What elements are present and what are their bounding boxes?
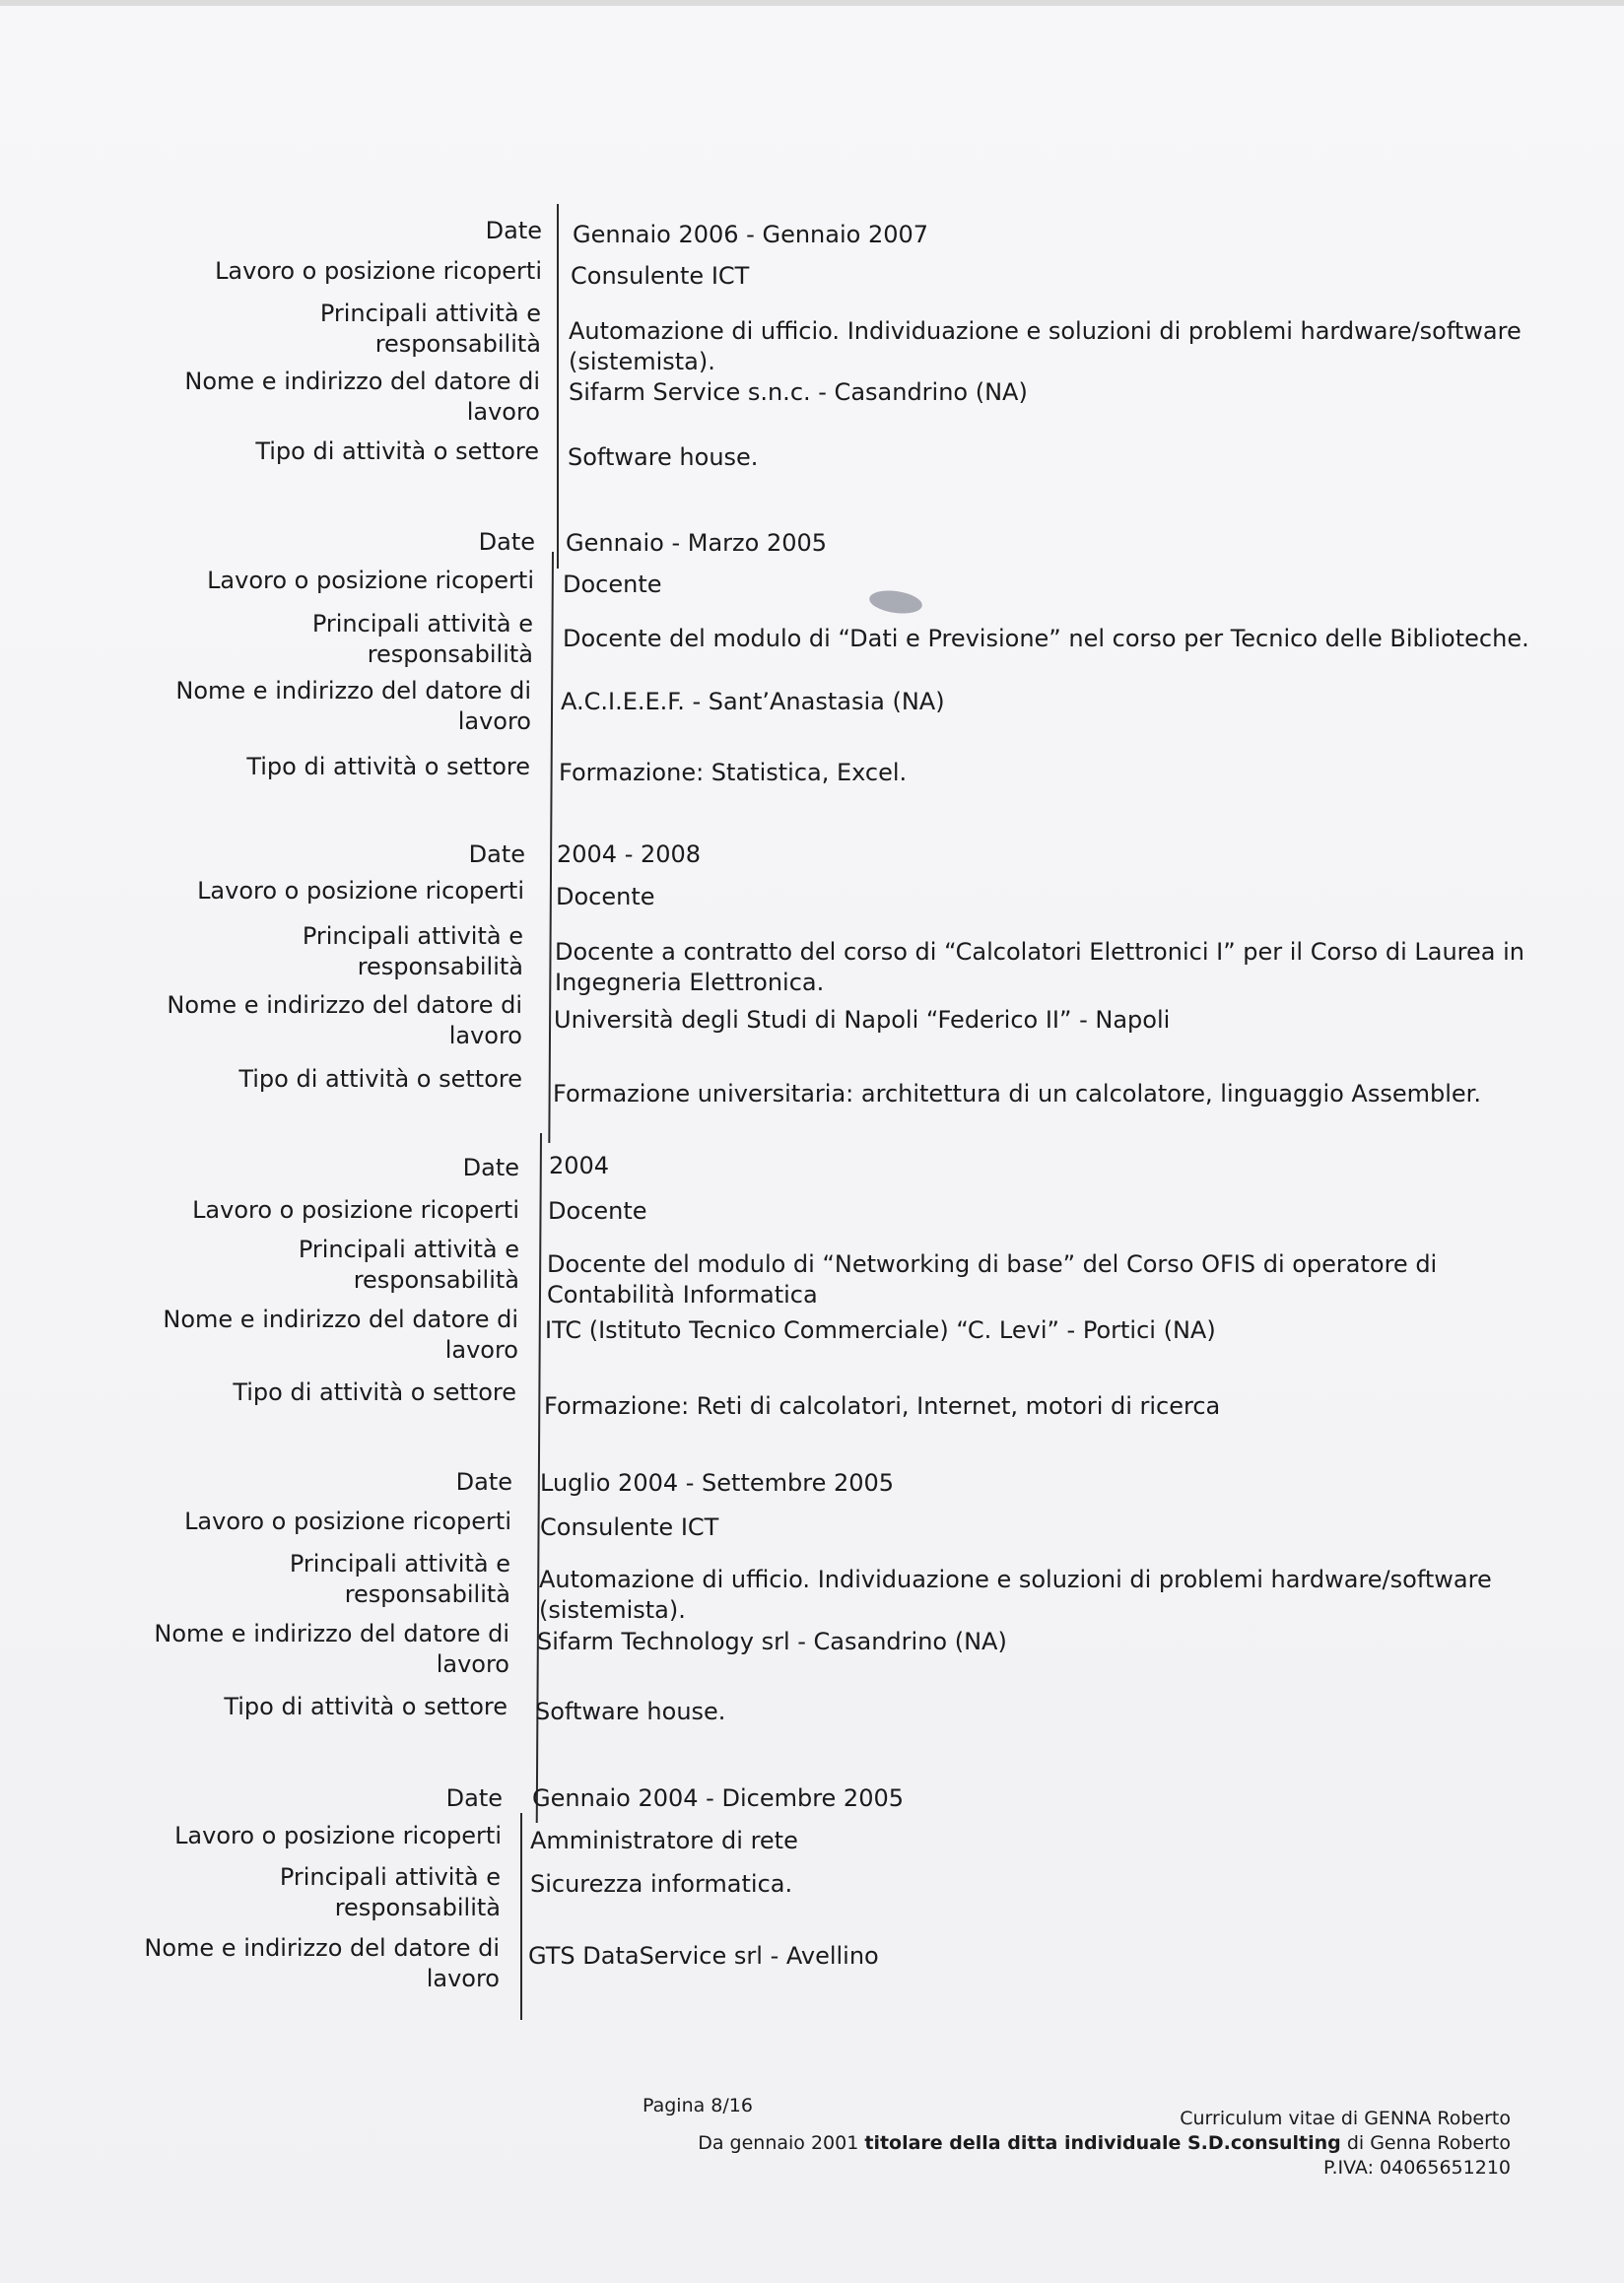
position-label: Lavoro o posizione ricoperti (215, 257, 542, 285)
date-value: Luglio 2004 - Settembre 2005 (540, 1469, 895, 1497)
activities-value: Docente del modulo di “Dati e Previsione” nel corso per Tecnico delle Biblioteche. (563, 625, 1529, 652)
activities-label: Principali attività e responsabilità (279, 1863, 501, 1921)
position-value: Consulente ICT (571, 262, 750, 290)
activities-value: Docente a contratto del corso di “Calcolatori Elettronici I” per il Corso di Laurea in Ingegneria Elettronica. (555, 938, 1524, 996)
sector-label: Tipo di attività o settore (255, 437, 539, 465)
employer-label: Nome e indirizzo del datore di lavoro (144, 1934, 500, 1992)
date-label: Date (468, 840, 525, 868)
employer-value: ITC (Istituto Tecnico Commerciale) “C. Levi” - Portici (NA) (545, 1316, 1216, 1344)
company-line-suffix: di Genna Roberto (1340, 2132, 1511, 2154)
date-label: Date (478, 528, 535, 556)
date-label: Date (455, 1468, 512, 1496)
employer-label: Nome e indirizzo del datore di lavoro (175, 677, 531, 735)
activities-value: Automazione di ufficio. Individuazione e soluzioni di problemi hardware/software (sistemista). (569, 317, 1522, 375)
column-divider-mid (548, 552, 554, 1143)
date-value: Gennaio 2004 - Dicembre 2005 (532, 1784, 905, 1812)
position-value: Amministratore di rete (530, 1827, 798, 1854)
employer-value: Sifarm Technology srl - Casandrino (NA) (537, 1628, 1007, 1655)
company-line-prefix: Da gennaio 2001 (698, 2132, 865, 2154)
column-divider-upper (557, 204, 559, 569)
date-value: Gennaio 2006 - Gennaio 2007 (573, 221, 929, 248)
position-value: Docente (563, 571, 662, 598)
column-divider-bottom (520, 1813, 522, 2020)
sector-label: Tipo di attività o settore (224, 1693, 508, 1720)
employer-label: Nome e indirizzo del datore di lavoro (167, 991, 522, 1049)
activities-label: Principali attività e responsabilità (302, 922, 523, 980)
company-line-bold: titolare della ditta individuale S.D.consulting (864, 2132, 1341, 2154)
position-label: Lavoro o posizione ricoperti (174, 1822, 502, 1849)
activities-label: Principali attività e responsabilità (311, 610, 533, 668)
date-value: Gennaio - Marzo 2005 (566, 529, 828, 557)
position-label: Lavoro o posizione ricoperti (207, 567, 534, 594)
sector-value: Formazione: Statistica, Excel. (559, 759, 908, 786)
sector-value: Software house. (568, 443, 759, 471)
position-value: Docente (556, 883, 655, 910)
position-label: Lavoro o posizione ricoperti (192, 1196, 519, 1224)
date-label: Date (462, 1154, 519, 1181)
sector-value: Software house. (535, 1698, 726, 1725)
position-value: Docente (548, 1197, 647, 1225)
employer-value: Sifarm Service s.n.c. - Casandrino (NA) (569, 378, 1028, 406)
sector-label: Tipo di attività o settore (233, 1378, 516, 1406)
position-value: Consulente ICT (540, 1513, 719, 1541)
employer-label: Nome e indirizzo del datore di lavoro (154, 1620, 509, 1678)
company-line (698, 2131, 1511, 2155)
page-top-edge (0, 0, 1624, 6)
employer-value: A.C.I.E.E.F. - Sant’Anastasia (NA) (561, 688, 945, 715)
cv-owner: Curriculum vitae di GENNA Roberto (1180, 2108, 1511, 2129)
employer-label: Nome e indirizzo del datore di lavoro (163, 1306, 518, 1364)
date-label: Date (485, 217, 542, 244)
page-number: Pagina 8/16 (643, 2095, 753, 2116)
sector-label: Tipo di attività o settore (246, 753, 530, 780)
activities-label: Principali attività e responsabilità (289, 1550, 510, 1608)
position-label: Lavoro o posizione ricoperti (184, 1508, 511, 1535)
position-label: Lavoro o posizione ricoperti (197, 877, 524, 905)
sector-label: Tipo di attività o settore (238, 1065, 522, 1093)
employer-value: GTS DataService srl - Avellino (528, 1942, 879, 1970)
vat-number: P.IVA: 04065651210 (1323, 2157, 1511, 2179)
activities-label: Principali attività e responsabilità (319, 300, 541, 358)
activities-label: Principali attività e responsabilità (298, 1236, 519, 1294)
date-value: 2004 (549, 1152, 610, 1179)
activities-value: Automazione di ufficio. Individuazione e soluzioni di problemi hardware/software (sistemista). (539, 1566, 1492, 1624)
activities-value: Docente del modulo di “Networking di base” del Corso OFIS di operatore di Contabilità Informatica (547, 1250, 1438, 1309)
employer-label: Nome e indirizzo del datore di lavoro (184, 368, 540, 426)
activities-value: Sicurezza informatica. (530, 1870, 793, 1898)
sector-value: Formazione: Reti di calcolatori, Internet, motori di ricerca (544, 1392, 1221, 1420)
date-label: Date (445, 1784, 503, 1812)
date-value: 2004 - 2008 (557, 840, 702, 868)
employer-value: Università degli Studi di Napoli “Federico II” - Napoli (554, 1006, 1171, 1034)
sector-value: Formazione universitaria: architettura di un calcolatore, linguaggio Assembler. (553, 1080, 1481, 1108)
